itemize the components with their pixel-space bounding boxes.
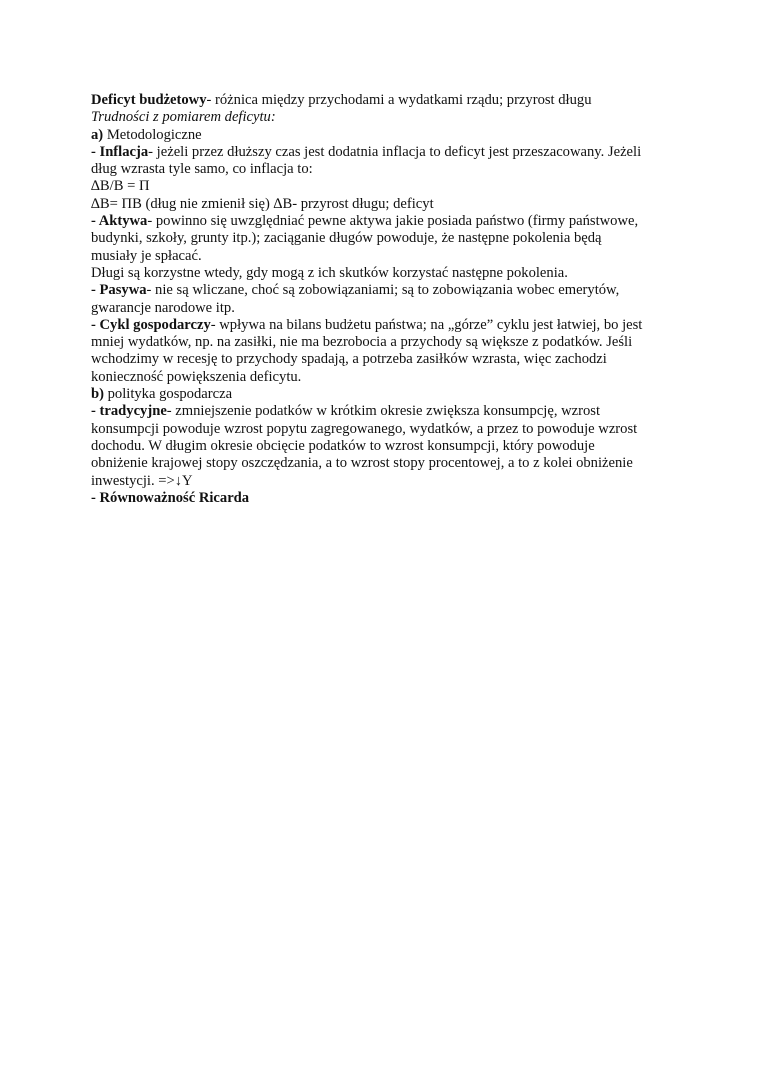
section-b-label: b) — [91, 386, 104, 403]
cycle-prefix: - — [91, 316, 100, 333]
cycle-text-3: wchodzimy w recesję to przychody spadają, a potrzeba zasiłków wzrasta, więc zachodzi — [91, 351, 607, 368]
traditional-text-5: inwestycji. =>↓Y — [91, 472, 193, 489]
assets-text-2: budynki, szkoły, grunty itp.); zaciąganie długów powoduje, że następne pokolenia będą — [91, 230, 602, 247]
inflation-text-2: dług wzrasta tyle samo, co inflacja to: — [91, 161, 313, 178]
traditional-text-4: obniżenie krajowej stopy oszczędzania, a to wzrost stopy procentowej, a to z kolei obniżenie — [91, 455, 633, 472]
assets-paragraph-line1 — [91, 213, 681, 230]
traditional-paragraph-line1 — [91, 403, 681, 420]
deficit-term: Deficyt budżetowy — [91, 92, 207, 108]
formula-2-text: ∆B= ΠB (dług nie zmienił się) ∆B- przyrost długu; deficyt — [91, 195, 434, 212]
traditional-paragraph-line3 — [91, 438, 681, 455]
inflation-term: Inflacja — [99, 143, 149, 160]
inflation-text-1: - jeżeli przez dłuższy czas jest dodatnia inflacja to deficyt jest przeszacowany. Jeżeli — [148, 143, 642, 160]
section-a-title: Metodologiczne — [103, 126, 202, 143]
assets-prefix: - — [91, 213, 99, 230]
cycle-text-1: - wpływa na bilans budżetu państwa; na „górze” cyklu jest łatwiej, bo jest — [210, 316, 643, 333]
inflation-paragraph-line1 — [91, 144, 681, 161]
difficulties-heading-text: Trudności z pomiarem deficytu: — [91, 109, 276, 126]
formula-1-text: ∆B/B = Π — [91, 178, 150, 195]
traditional-text-1: - zmniejszenie podatków w krótkim okresie zwiększa konsumpcję, wzrost — [166, 403, 601, 420]
inflation-paragraph-line2 — [91, 161, 681, 178]
cycle-paragraph-line3 — [91, 351, 681, 368]
liabilities-prefix: - — [91, 282, 100, 299]
debts-line — [91, 265, 681, 282]
cycle-paragraph-line2 — [91, 334, 681, 351]
traditional-paragraph-line2 — [91, 421, 681, 438]
debts-text: Długi są korzystne wtedy, gdy mogą z ich skutków korzystać następne pokolenia. — [91, 264, 568, 281]
traditional-paragraph-line4 — [91, 455, 681, 472]
deficit-definition — [91, 92, 681, 109]
traditional-text-3: dochodu. W długim okresie obcięcie podatków to wzrost konsumpcji, który powoduje — [91, 437, 595, 454]
inflation-prefix: - — [91, 143, 100, 160]
liabilities-text-1: - nie są wliczane, choć są zobowiązaniami; są to zobowiązania wobec emerytów, — [146, 282, 620, 299]
assets-text-3: musiały je spłacać. — [91, 247, 202, 264]
liabilities-paragraph-line1 — [91, 282, 681, 299]
traditional-prefix: - — [91, 403, 100, 420]
assets-term: Aktywa — [98, 213, 148, 230]
formula-2 — [91, 196, 681, 213]
assets-paragraph-line3 — [91, 248, 681, 265]
document-text — [91, 92, 681, 507]
ricardo-text: - Równoważność Ricarda — [91, 489, 250, 506]
liabilities-text-2: gwarancje narodowe itp. — [91, 299, 235, 316]
deficit-def-text: - różnica między przychodami a wydatkami rządu; przyrost długu — [206, 92, 592, 108]
assets-text-1: - powinno się uwzględniać pewne aktywa jakie posiada państwo (firmy państwowe, — [147, 213, 639, 230]
cycle-paragraph-line1 — [91, 317, 681, 334]
cycle-paragraph-line4 — [91, 369, 681, 386]
formula-1 — [91, 178, 681, 195]
cycle-text-4: konieczność powiększenia deficytu. — [91, 368, 302, 385]
section-a-label: a) — [91, 126, 104, 143]
traditional-text-2: konsumpcji powoduje wzrost popytu zagregowanego, wydatków, a przez to powoduje wzrost — [91, 420, 638, 437]
section-b-title: polityka gospodarcza — [103, 386, 233, 403]
assets-paragraph-line2 — [91, 230, 681, 247]
ricardo-heading — [91, 490, 681, 507]
section-b-heading — [91, 386, 681, 403]
difficulties-heading — [91, 109, 681, 126]
liabilities-term: Pasywa — [99, 282, 147, 299]
traditional-term: tradycyjne — [99, 403, 167, 420]
traditional-paragraph-line5 — [91, 473, 681, 490]
cycle-term: Cykl gospodarczy — [99, 316, 211, 333]
liabilities-paragraph-line2 — [91, 300, 681, 317]
section-a-heading — [91, 127, 681, 144]
cycle-text-2: mniej wydatków, np. na zasiłki, nie ma bezrobocia a przychody są większe z podatków. Jeśli — [91, 334, 633, 351]
